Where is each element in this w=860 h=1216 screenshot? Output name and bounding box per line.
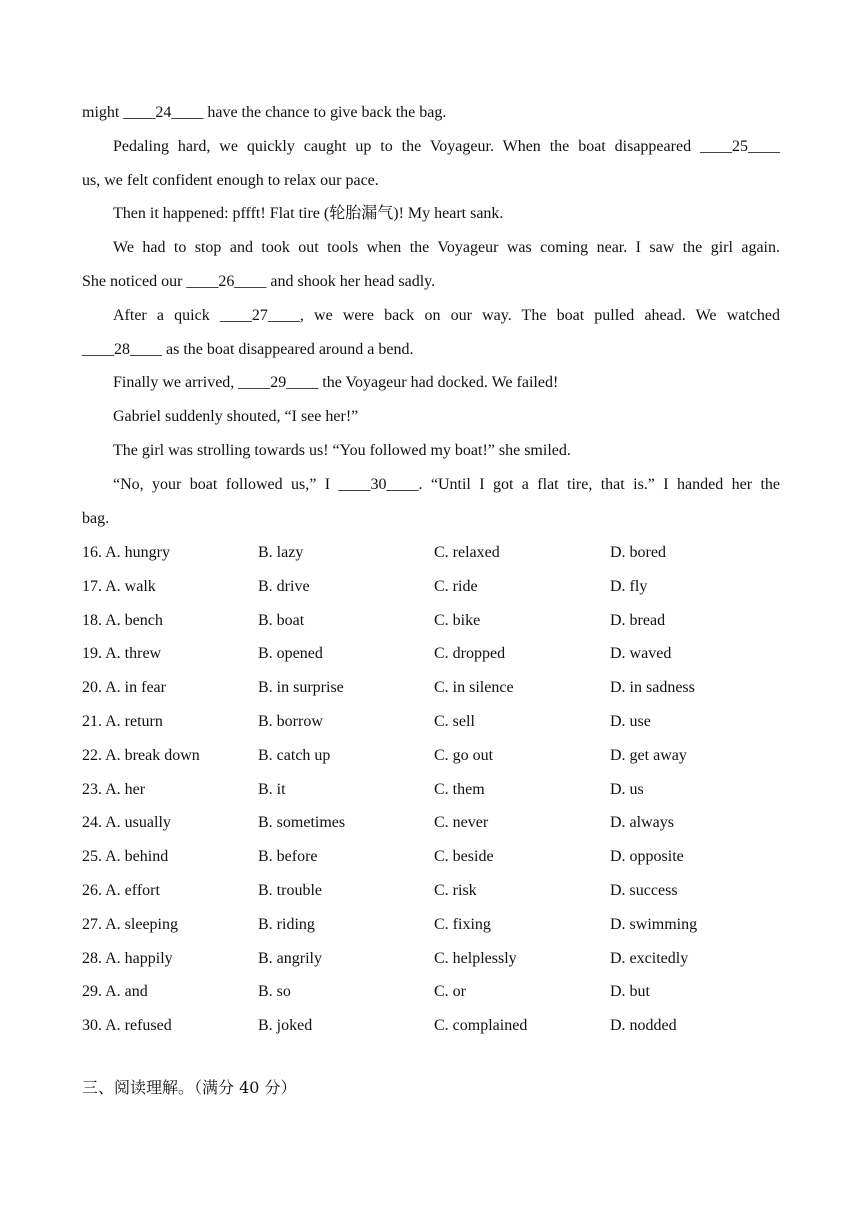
option-d: D. nodded xyxy=(610,1017,677,1035)
question-row xyxy=(82,810,782,844)
option-a: 18. A. bench xyxy=(82,611,163,629)
passage-line: She noticed our ____26____ and shook her head sadly. xyxy=(82,272,436,290)
option-d: D. but xyxy=(610,983,650,1001)
option-c: C. in silence xyxy=(434,679,514,697)
passage-line: We had to stop and took out tools when the Voyageur was coming near. I saw the girl again. xyxy=(113,239,780,257)
option-b: B. opened xyxy=(258,645,323,663)
option-b: B. riding xyxy=(258,915,315,933)
question-row xyxy=(82,777,782,811)
option-a: 27. A. sleeping xyxy=(82,915,178,933)
option-d: D. us xyxy=(610,780,644,798)
option-a: 24. A. usually xyxy=(82,814,171,832)
option-c: C. go out xyxy=(434,746,494,764)
option-d: D. swimming xyxy=(610,915,698,933)
option-b: B. borrow xyxy=(258,712,323,730)
option-d: D. always xyxy=(610,814,674,832)
option-b: B. sometimes xyxy=(258,814,346,832)
option-b: B. joked xyxy=(258,1017,313,1035)
question-row xyxy=(82,540,782,574)
option-d: D. bread xyxy=(610,611,666,629)
option-c: C. beside xyxy=(434,848,494,866)
option-d: D. waved xyxy=(610,645,672,663)
option-c: C. risk xyxy=(434,881,477,899)
option-d: D. success xyxy=(610,881,678,899)
option-c: C. them xyxy=(434,780,485,798)
option-b: B. it xyxy=(258,780,286,798)
question-row xyxy=(82,574,782,608)
option-b: B. before xyxy=(258,848,318,866)
option-b: B. so xyxy=(258,983,291,1001)
option-d: D. use xyxy=(610,712,651,730)
passage-line: Finally we arrived, ____29____ the Voyageur had docked. We failed! xyxy=(113,374,559,392)
passage-line: Then it happened: pffft! Flat tire (轮胎漏气)! My heart sank. xyxy=(113,205,504,223)
passage-line: After a quick ____27____, we were back on our way. The boat pulled ahead. We watched xyxy=(113,306,780,324)
passage-line: Pedaling hard, we quickly caught up to the Voyageur. When the boat disappeared ____25____ xyxy=(113,137,780,155)
question-row xyxy=(82,979,782,1013)
option-b: B. boat xyxy=(258,611,305,629)
question-row xyxy=(82,946,782,980)
option-d: D. opposite xyxy=(610,848,684,866)
question-row xyxy=(82,1013,782,1047)
passage-line: bag. xyxy=(82,509,110,527)
option-b: B. lazy xyxy=(258,544,304,561)
option-a: 23. A. her xyxy=(82,780,146,798)
option-c: C. helplessly xyxy=(434,949,517,967)
option-a: 16. A. hungry xyxy=(82,544,170,561)
passage-line: The girl was strolling towards us! “You followed my boat!” she smiled. xyxy=(113,441,571,459)
option-a: 19. A. threw xyxy=(82,645,162,663)
option-b: B. in surprise xyxy=(258,679,344,697)
option-b: B. drive xyxy=(258,577,310,595)
option-c: C. fixing xyxy=(434,915,491,933)
option-a: 25. A. behind xyxy=(82,848,169,866)
question-row xyxy=(82,912,782,946)
option-c: C. complained xyxy=(434,1017,528,1035)
option-d: D. fly xyxy=(610,577,648,595)
option-d: D. get away xyxy=(610,746,687,764)
option-a: 29. A. and xyxy=(82,983,148,1001)
option-d: D. in sadness xyxy=(610,679,695,697)
question-row xyxy=(82,743,782,777)
option-b: B. angrily xyxy=(258,949,322,967)
option-a: 30. A. refused xyxy=(82,1017,172,1035)
option-a: 20. A. in fear xyxy=(82,679,166,697)
option-c: C. dropped xyxy=(434,645,506,663)
question-row xyxy=(82,709,782,743)
option-b: B. trouble xyxy=(258,881,322,899)
option-d: D. excitedly xyxy=(610,949,689,967)
option-c: C. or xyxy=(434,983,466,1001)
passage-line: us, we felt confident enough to relax our pace. xyxy=(82,171,379,189)
question-row xyxy=(82,844,782,878)
option-a: 22. A. break down xyxy=(82,746,200,764)
option-c: C. never xyxy=(434,814,489,832)
option-a: 17. A. walk xyxy=(82,577,156,595)
section-heading: 三、阅读理解。（满分 40 分） xyxy=(82,1078,297,1097)
option-a: 28. A. happily xyxy=(82,949,173,967)
option-c: C. sell xyxy=(434,712,475,730)
passage-line: “No, your boat followed us,” I ____30____. “Until I got a flat tire, that is.” I handed her the xyxy=(113,475,780,493)
passage-line: Gabriel suddenly shouted, “I see her!” xyxy=(113,408,359,426)
option-c: C. bike xyxy=(434,611,481,629)
question-row xyxy=(82,675,782,709)
option-b: B. catch up xyxy=(258,746,331,764)
option-c: C. ride xyxy=(434,577,478,595)
answer-options xyxy=(82,540,782,1047)
option-a: 21. A. return xyxy=(82,712,163,730)
passage xyxy=(82,100,780,539)
option-c: C. relaxed xyxy=(434,544,500,561)
option-d: D. bored xyxy=(610,544,666,561)
question-row xyxy=(82,608,782,642)
passage-line: might ____24____ have the chance to give back the bag. xyxy=(82,104,447,121)
question-row xyxy=(82,641,782,675)
passage-line: ____28____ as the boat disappeared around a bend. xyxy=(82,340,414,358)
option-a: 26. A. effort xyxy=(82,881,160,899)
question-row xyxy=(82,878,782,912)
